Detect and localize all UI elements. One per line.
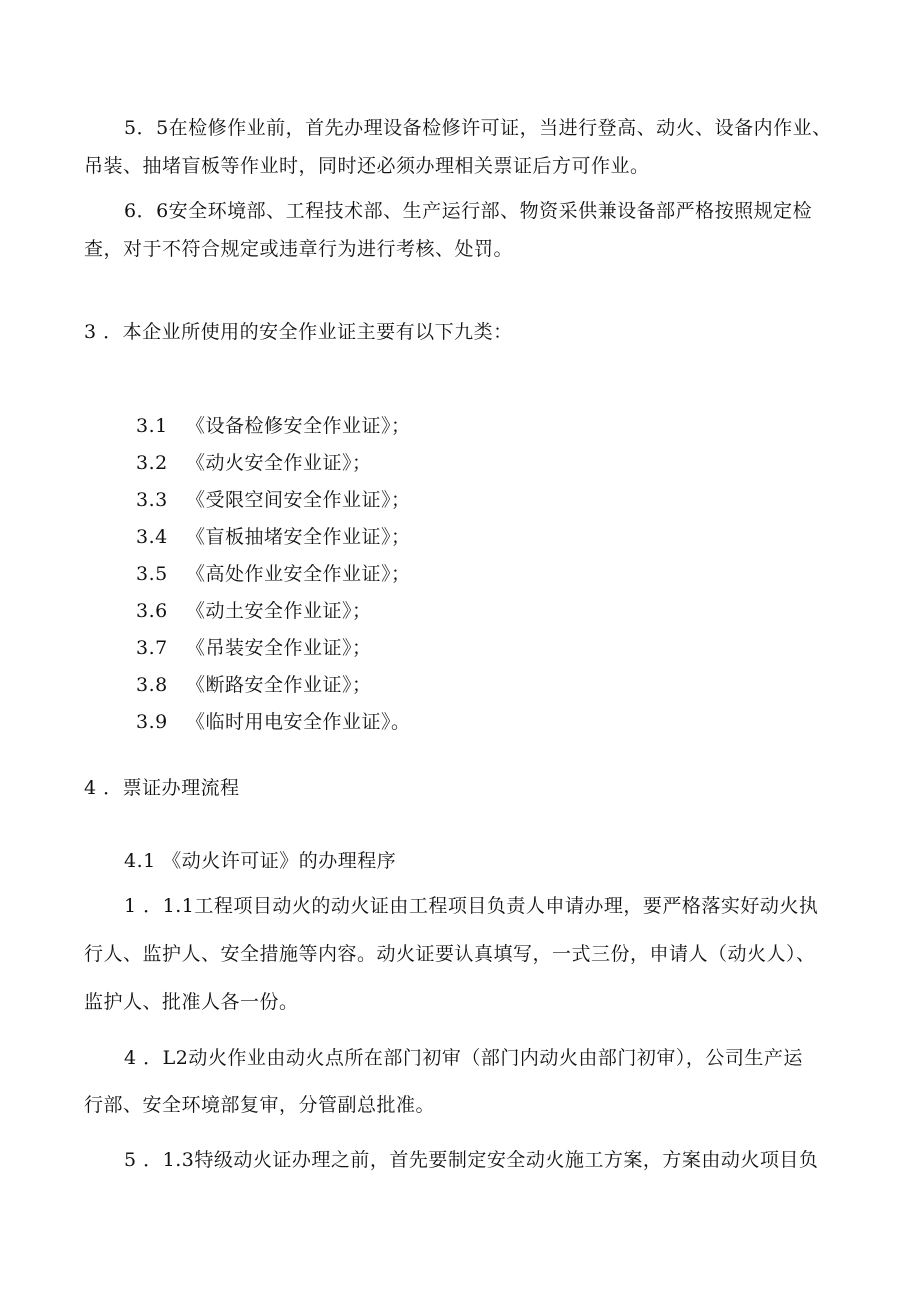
list-item-number: 3.9	[136, 711, 168, 733]
paragraph-l2-line-2: 行部、安全环境部复审，分管副总批准。	[84, 1094, 436, 1116]
list-item	[136, 488, 411, 512]
list-item	[136, 636, 372, 660]
paragraph-1-1-1-line-2: 行人、监护人、安全措施等内容。动火证要认真填写，一式三份，申请人（动火人）、	[84, 943, 816, 965]
paragraph-6-6-line-1: 6．6安全环境部、工程技术部、生产运行部、物资采供兼设备部严格按照规定检	[124, 200, 813, 222]
list-item	[136, 710, 411, 734]
list-item	[136, 525, 411, 549]
paragraph-1-1-1-line-3: 监护人、批准人各一份。	[84, 991, 299, 1013]
list-item-text: 《吊装安全作业证》；	[186, 637, 372, 659]
paragraph-1-1-1-line-1: 1 ．1.1工程项目动火的动火证由工程项目负责人申请办理，要严格落实好动火执	[124, 895, 819, 917]
list-item-text: 《动土安全作业证》；	[186, 600, 372, 622]
paragraph-1-1-3-line-1: 5 ．1.3特级动火证办理之前，首先要制定安全动火施工方案，方案由动火项目负	[124, 1149, 819, 1171]
list-item-number: 3.3	[136, 489, 168, 511]
list-item-number: 3.7	[136, 637, 168, 659]
paragraph-6-6-line-2: 查，对于不符合规定或违章行为进行考核、处罚。	[84, 238, 514, 260]
list-item-number: 3.6	[136, 600, 168, 622]
list-item-number: 3.5	[136, 563, 168, 585]
list-item-text: 《断路安全作业证》；	[186, 674, 372, 696]
list-item-number: 3.4	[136, 526, 168, 548]
list-item-number: 3.8	[136, 674, 168, 696]
section-heading-4: 4 ．票证办理流程	[84, 777, 240, 799]
list-item	[136, 562, 411, 586]
list-item-text: 《高处作业安全作业证》；	[186, 563, 411, 585]
paragraph-5-5-line-1: 5．5在检修作业前，首先办理设备检修许可证，当进行登高、动火、设备内作业、	[124, 117, 832, 139]
list-item	[136, 599, 372, 623]
list-item	[136, 451, 372, 475]
list-item-number: 3.1	[136, 415, 168, 437]
list-item-text: 《动火安全作业证》；	[186, 452, 372, 474]
list-item-text: 《盲板抽堵安全作业证》；	[186, 526, 411, 548]
section-heading-3: 3 ．本企业所使用的安全作业证主要有以下九类：	[84, 321, 513, 343]
list-item	[136, 673, 372, 697]
subheading-4-1: 4.1 《动火许可证》的办理程序	[124, 850, 397, 872]
list-item-text: 《临时用电安全作业证》。	[186, 711, 411, 733]
paragraph-5-5-line-2: 吊装、抽堵盲板等作业时，同时还必须办理相关票证后方可作业。	[84, 155, 650, 177]
list-item	[136, 414, 411, 438]
paragraph-l2-line-1: 4 ．L2动火作业由动火点所在部门初审（部门内动火由部门初审），公司生产运	[124, 1047, 803, 1069]
list-item-text: 《受限空间安全作业证》；	[186, 489, 411, 511]
list-item-text: 《设备检修安全作业证》；	[186, 415, 411, 437]
list-item-number: 3.2	[136, 452, 168, 474]
